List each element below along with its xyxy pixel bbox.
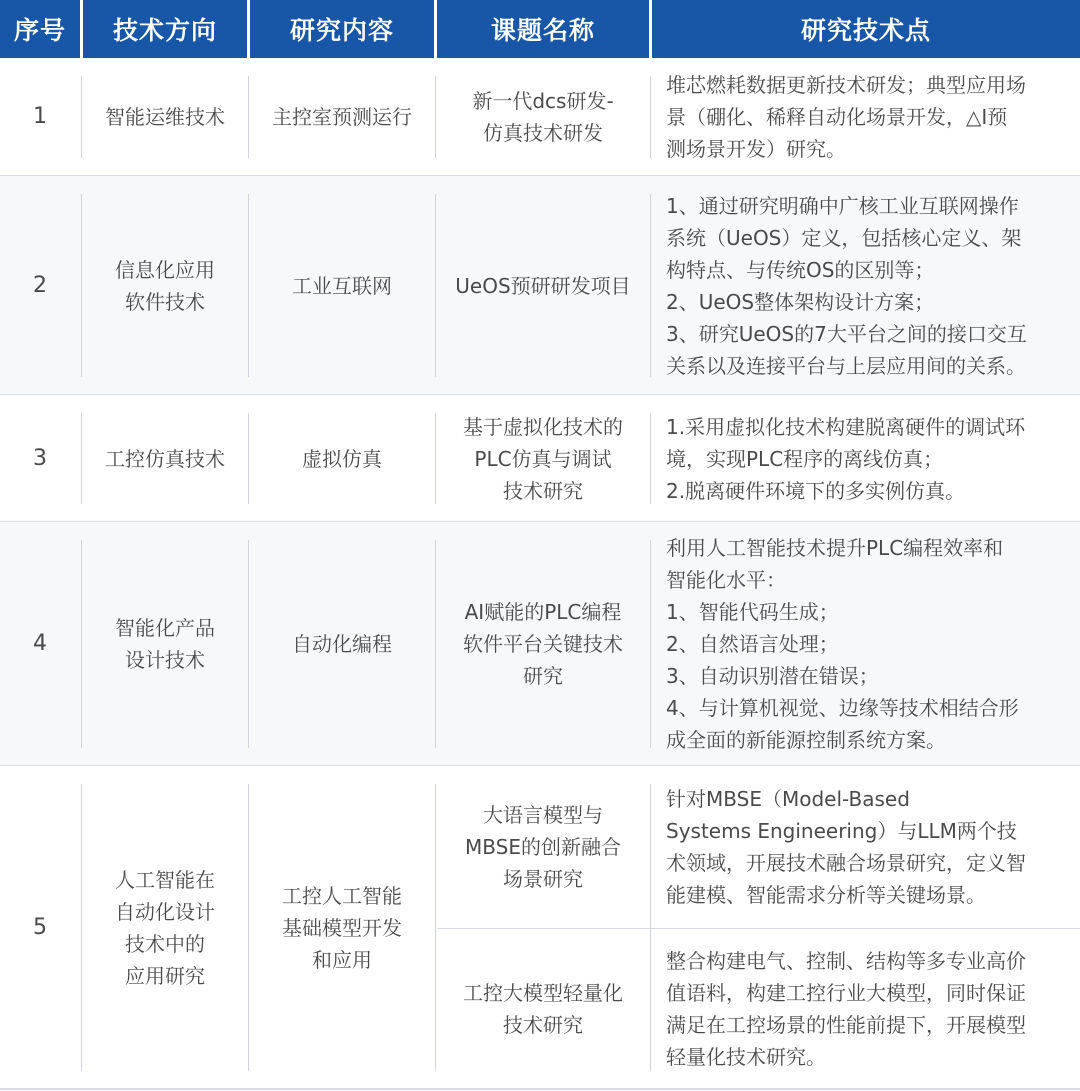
seq-text: 2 — [33, 272, 47, 298]
column-divider — [650, 76, 651, 158]
topic-text: 大语言模型与 MBSE的创新融合 场景研究 — [465, 803, 621, 891]
points-line: 测场景开发）研究。 — [666, 137, 846, 161]
cell-content — [250, 176, 434, 395]
points-lines — [666, 945, 1026, 1073]
points-line: 2、UeOS整体架构设计方案； — [666, 289, 935, 314]
cell-direction — [83, 395, 247, 522]
points-line: Systems Engineering）与LLM两个技 — [666, 819, 1017, 843]
header-topic: 课题名称 — [437, 0, 649, 58]
points-lines — [666, 69, 1026, 165]
topic-text: 新一代dcs研发- 仿真技术研发 — [472, 89, 614, 145]
seq-text: 3 — [33, 445, 47, 471]
cell-content — [250, 766, 434, 1089]
cell-direction — [83, 176, 247, 395]
cell-direction — [83, 522, 247, 766]
column-divider — [650, 413, 651, 504]
points-line: 值语料，构建工控行业大模型，同时保证 — [666, 980, 1026, 1005]
seq-text: 4 — [33, 631, 47, 656]
cell-seq — [0, 522, 80, 766]
cell-topic — [437, 766, 649, 928]
header-points: 研究技术点 — [652, 0, 1080, 58]
points-line: 2.脱离硬件环境下的多实例仿真。 — [666, 478, 966, 503]
points-line: 堆芯燃耗数据更新技术研发；典型应用场 — [666, 73, 1026, 97]
column-divider — [248, 784, 249, 1071]
points-line: 轻量化技术研究。 — [666, 1044, 826, 1069]
column-divider — [81, 784, 82, 1071]
cell-topic — [437, 522, 649, 766]
cell-seq — [0, 766, 80, 1089]
points-line: 1.采用虚拟化技术构建脱离硬件的调试环 — [666, 414, 1026, 439]
cell-direction — [83, 766, 247, 1089]
cell-points — [652, 522, 1080, 766]
content-text: 工业互联网 — [292, 273, 392, 298]
cell-direction — [83, 58, 247, 176]
header-seq: 序号 — [0, 0, 80, 58]
cell-points — [652, 928, 1080, 1089]
points-lines — [666, 411, 1025, 507]
points-line: 成全面的新能源控制系统方案。 — [666, 728, 946, 752]
column-divider — [650, 784, 651, 1071]
points-line: 整合构建电气、控制、结构等多专业高价 — [666, 948, 1026, 973]
cell-seq — [0, 58, 80, 176]
points-line: 系统（UeOS）定义，包括核心定义、架 — [666, 225, 1022, 250]
cell-points — [652, 395, 1080, 522]
cell-content — [250, 58, 434, 176]
seq-text: 5 — [33, 914, 47, 940]
content-text: 主控室预测运行 — [272, 105, 412, 129]
cell-topic — [437, 928, 649, 1089]
points-line: 1、智能代码生成； — [666, 600, 839, 624]
cell-content — [250, 395, 434, 522]
column-divider — [435, 540, 436, 748]
points-line: 能建模、智能需求分析等关键场景。 — [666, 883, 986, 907]
points-line: 满足在工控场景的性能前提下，开展模型 — [666, 1012, 1026, 1037]
header-direction: 技术方向 — [83, 0, 247, 58]
points-line: 构特点、与传统OS的区别等； — [666, 257, 935, 282]
content-text: 自动化编程 — [292, 632, 392, 656]
row-divider — [437, 928, 1080, 929]
cell-topic — [437, 395, 649, 522]
points-line: 3、自动识别潜在错误； — [666, 664, 879, 688]
content-text: 工控人工智能 基础模型开发 和应用 — [282, 883, 402, 972]
topic-text: AI赋能的PLC编程 软件平台关键技术 研究 — [463, 600, 623, 688]
points-line: 1、通过研究明确中广核工业互联网操作 — [666, 193, 1019, 218]
column-divider — [248, 76, 249, 158]
column-divider — [435, 784, 436, 1071]
column-divider — [81, 540, 82, 748]
points-lines — [666, 532, 1019, 756]
topic-text: 基于虚拟化技术的 PLC仿真与调试 技术研究 — [463, 414, 623, 503]
points-line: 4、与计算机视觉、边缘等技术相结合形 — [666, 696, 1019, 720]
direction-text: 智能运维技术 — [105, 105, 225, 129]
direction-text: 信息化应用 软件技术 — [115, 257, 215, 314]
column-divider — [81, 76, 82, 158]
topic-text: UeOS预研研发项目 — [455, 273, 631, 298]
seq-text: 1 — [33, 104, 47, 129]
points-line: 3、研究UeOS的7大平台之间的接口交互 — [666, 321, 1027, 346]
points-line: 利用人工智能技术提升PLC编程效率和 — [666, 536, 1004, 560]
points-line: 境，实现PLC程序的离线仿真； — [666, 446, 944, 471]
column-divider — [435, 76, 436, 158]
cell-seq — [0, 395, 80, 522]
points-lines — [666, 190, 1027, 382]
cell-seq — [0, 176, 80, 395]
points-line: 智能化水平： — [666, 568, 786, 592]
cell-points — [652, 58, 1080, 176]
column-divider — [650, 540, 651, 748]
column-divider — [248, 413, 249, 504]
points-line: 2、自然语言处理； — [666, 632, 839, 656]
column-divider — [81, 194, 82, 377]
column-divider — [435, 194, 436, 377]
cell-topic — [437, 58, 649, 176]
column-divider — [81, 413, 82, 504]
direction-text: 人工智能在 自动化设计 技术中的 应用研究 — [115, 867, 215, 988]
column-divider — [435, 413, 436, 504]
points-line: 关系以及连接平台与上层应用间的关系。 — [666, 353, 1026, 378]
points-line: 针对MBSE（Model-Based — [666, 787, 910, 811]
cell-content — [250, 522, 434, 766]
direction-text: 智能化产品 设计技术 — [115, 616, 215, 672]
direction-text: 工控仿真技术 — [105, 446, 225, 471]
points-line: 景（硼化、稀释自动化场景开发，△I预 — [666, 105, 1008, 129]
cell-topic — [437, 176, 649, 395]
row-divider — [0, 1088, 1080, 1090]
column-divider — [248, 540, 249, 748]
points-lines — [666, 783, 1026, 911]
topic-text: 工控大模型轻量化 技术研究 — [463, 980, 623, 1037]
cell-points — [652, 766, 1080, 928]
content-text: 虚拟仿真 — [302, 446, 382, 471]
column-divider — [248, 194, 249, 377]
column-divider — [650, 194, 651, 377]
header-content: 研究内容 — [250, 0, 434, 58]
points-line: 术领域，开展技术融合场景研究，定义智 — [666, 851, 1026, 875]
cell-points — [652, 176, 1080, 395]
